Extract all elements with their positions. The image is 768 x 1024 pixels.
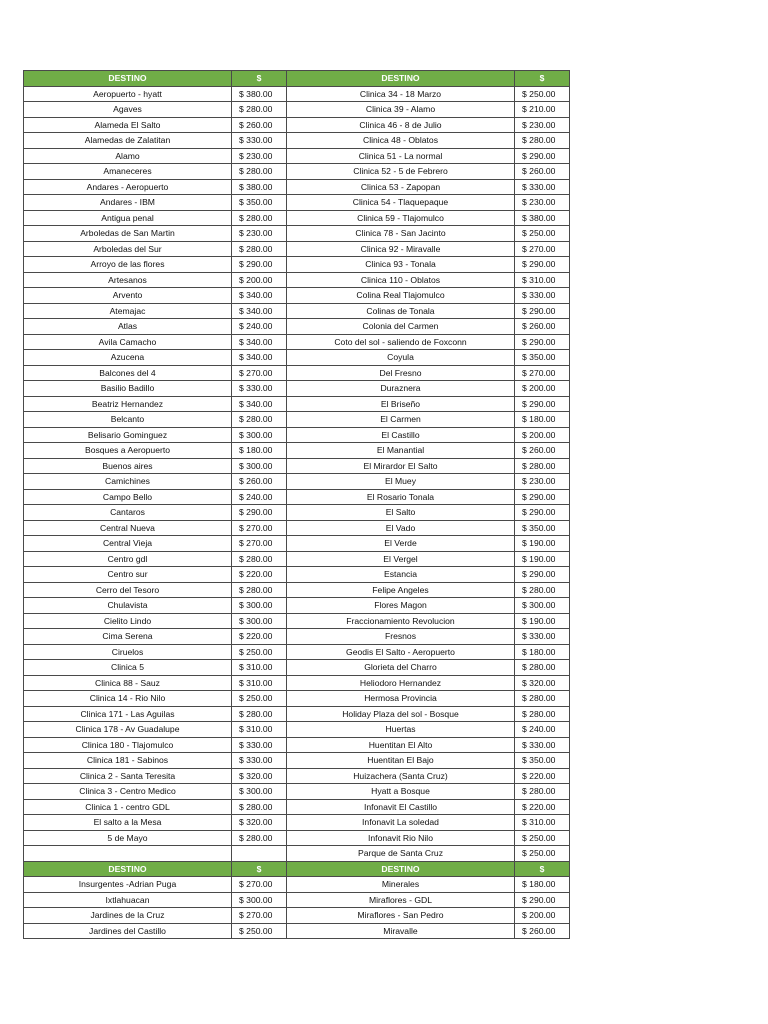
table-row (24, 784, 570, 800)
table-row (24, 536, 570, 552)
price-cell: $ 320.00 (232, 815, 287, 831)
table-row (24, 179, 570, 195)
destination-cell: El Carmen (287, 412, 515, 428)
destination-cell: Clinica 5 (24, 660, 232, 676)
price-cell: $ 300.00 (515, 598, 570, 614)
destination-cell: Atlas (24, 319, 232, 335)
destination-cell: Beatriz Hernandez (24, 396, 232, 412)
price-cell: $ 300.00 (232, 613, 287, 629)
table-row (24, 567, 570, 583)
price-cell: $ 260.00 (515, 443, 570, 459)
table-row (24, 706, 570, 722)
header-destino: DESTINO (287, 861, 515, 877)
price-cell: $ 280.00 (515, 784, 570, 800)
table-row (24, 815, 570, 831)
destination-cell: Miraflores - San Pedro (287, 908, 515, 924)
price-cell: $ 220.00 (232, 567, 287, 583)
price-cell: $ 180.00 (232, 443, 287, 459)
table-row (24, 877, 570, 893)
destination-cell: Agaves (24, 102, 232, 118)
price-cell: $ 290.00 (515, 396, 570, 412)
price-cell: $ 350.00 (515, 520, 570, 536)
destination-cell: El Manantial (287, 443, 515, 459)
price-cell: $ 380.00 (232, 86, 287, 102)
price-cell: $ 290.00 (515, 148, 570, 164)
price-cell: $ 340.00 (232, 396, 287, 412)
price-cell: $ 340.00 (232, 334, 287, 350)
price-cell: $ 270.00 (232, 365, 287, 381)
price-cell: $ 290.00 (515, 257, 570, 273)
price-cell: $ 280.00 (232, 582, 287, 598)
price-cell: $ 240.00 (232, 489, 287, 505)
price-cell: $ 220.00 (232, 629, 287, 645)
destination-cell: Artesanos (24, 272, 232, 288)
price-cell: $ 260.00 (515, 319, 570, 335)
destination-cell: Central Nueva (24, 520, 232, 536)
destination-cell: Del Fresno (287, 365, 515, 381)
table-row (24, 551, 570, 567)
table-row (24, 257, 570, 273)
destination-cell: El Vado (287, 520, 515, 536)
header-price: $ (515, 861, 570, 877)
destination-cell: Clinica 14 - Rio Nilo (24, 691, 232, 707)
table-row (24, 846, 570, 862)
price-cell: $ 290.00 (515, 334, 570, 350)
destination-cell: Hermosa Provincia (287, 691, 515, 707)
destination-cell: El Briseño (287, 396, 515, 412)
destination-cell: Antigua penal (24, 210, 232, 226)
header-destino: DESTINO (24, 861, 232, 877)
destination-cell: Clinica 180 - Tlajomulco (24, 737, 232, 753)
table-row (24, 505, 570, 521)
table-row (24, 520, 570, 536)
destination-cell: El Salto (287, 505, 515, 521)
price-cell: $ 290.00 (232, 257, 287, 273)
destination-cell: El Vergel (287, 551, 515, 567)
table-row (24, 133, 570, 149)
destination-cell: Bosques a Aeropuerto (24, 443, 232, 459)
destination-cell: Clinica 46 - 8 de Julio (287, 117, 515, 133)
price-cell: $ 190.00 (515, 613, 570, 629)
table-row (24, 691, 570, 707)
destination-cell: Parque de Santa Cruz (287, 846, 515, 862)
destination-cell: Glorieta del Charro (287, 660, 515, 676)
destination-cell: Clinica 171 - Las Aguilas (24, 706, 232, 722)
price-cell: $ 200.00 (515, 908, 570, 924)
destination-cell: Geodis El Salto - Aeropuerto (287, 644, 515, 660)
table-row (24, 458, 570, 474)
table-row (24, 675, 570, 691)
destination-cell: Huentitan El Alto (287, 737, 515, 753)
destination-cell: Huertas (287, 722, 515, 738)
table-row (24, 753, 570, 769)
destination-cell: Andares - IBM (24, 195, 232, 211)
destination-cell: Hyatt a Bosque (287, 784, 515, 800)
price-cell: $ 300.00 (232, 427, 287, 443)
destination-cell: Clinica 48 - Oblatos (287, 133, 515, 149)
price-cell: $ 310.00 (232, 660, 287, 676)
price-cell: $ 190.00 (515, 536, 570, 552)
destination-cell: Clinica 34 - 18 Marzo (287, 86, 515, 102)
destination-cell: Huizachera (Santa Cruz) (287, 768, 515, 784)
price-cell: $ 330.00 (232, 737, 287, 753)
destination-cell: El Castillo (287, 427, 515, 443)
destination-cell: Miravalle (287, 923, 515, 939)
price-cell: $ 290.00 (515, 489, 570, 505)
price-cell: $ 280.00 (232, 799, 287, 815)
price-cell: $ 330.00 (515, 179, 570, 195)
destination-cell: Insurgentes -Adrian Puga (24, 877, 232, 893)
price-cell: $ 180.00 (515, 644, 570, 660)
destination-cell: El Verde (287, 536, 515, 552)
price-cell: $ 300.00 (232, 458, 287, 474)
destination-cell: Jardines de la Cruz (24, 908, 232, 924)
table-row (24, 210, 570, 226)
table-row (24, 148, 570, 164)
price-cell: $ 270.00 (232, 908, 287, 924)
destination-cell: Cielito Lindo (24, 613, 232, 629)
price-cell: $ 310.00 (515, 272, 570, 288)
table-row (24, 288, 570, 304)
table-row (24, 582, 570, 598)
price-cell: $ 280.00 (232, 830, 287, 846)
destination-cell: Centro sur (24, 567, 232, 583)
destination-cell: Buenos aires (24, 458, 232, 474)
destination-cell: Atemajac (24, 303, 232, 319)
price-cell: $ 230.00 (232, 148, 287, 164)
price-cell: $ 230.00 (515, 474, 570, 490)
price-cell: $ 280.00 (232, 412, 287, 428)
table-row (24, 629, 570, 645)
price-cell: $ 300.00 (232, 598, 287, 614)
destination-cell: Chulavista (24, 598, 232, 614)
price-cell: $ 290.00 (515, 303, 570, 319)
price-cell: $ 190.00 (515, 551, 570, 567)
price-cell: $ 330.00 (232, 381, 287, 397)
destination-cell: Minerales (287, 877, 515, 893)
price-cell: $ 270.00 (515, 241, 570, 257)
price-cell: $ 200.00 (515, 427, 570, 443)
destination-cell: Alamedas de Zalatitan (24, 133, 232, 149)
price-cell: $ 270.00 (232, 520, 287, 536)
destination-cell: Centro gdl (24, 551, 232, 567)
destination-cell: Central Vieja (24, 536, 232, 552)
destination-cell: Jardines del Castillo (24, 923, 232, 939)
destination-cell: Fraccionamiento Revolucion (287, 613, 515, 629)
price-cell: $ 290.00 (515, 892, 570, 908)
header-price: $ (232, 71, 287, 87)
price-cell: $ 280.00 (515, 691, 570, 707)
destination-cell: Huentitan El Bajo (287, 753, 515, 769)
destination-cell: Alamo (24, 148, 232, 164)
destination-cell: Flores Magon (287, 598, 515, 614)
table-row (24, 489, 570, 505)
price-cell: $ 260.00 (515, 923, 570, 939)
destination-cell: Aeropuerto - hyatt (24, 86, 232, 102)
destination-cell: Coyula (287, 350, 515, 366)
destination-cell: Arvento (24, 288, 232, 304)
price-cell: $ 330.00 (232, 753, 287, 769)
table-row (24, 86, 570, 102)
destination-cell: Ciruelos (24, 644, 232, 660)
price-cell: $ 320.00 (515, 675, 570, 691)
price-cell: $ 320.00 (232, 768, 287, 784)
price-cell: $ 340.00 (232, 288, 287, 304)
table-row (24, 830, 570, 846)
table-row (24, 164, 570, 180)
table-row (24, 350, 570, 366)
header-price: $ (232, 861, 287, 877)
destination-cell: Clinica 54 - Tlaquepaque (287, 195, 515, 211)
destination-cell: Camichines (24, 474, 232, 490)
price-cell: $ 310.00 (515, 815, 570, 831)
table-row (24, 427, 570, 443)
price-cell: $ 260.00 (232, 117, 287, 133)
price-cell: $ 200.00 (232, 272, 287, 288)
destination-cell: Clinica 51 - La normal (287, 148, 515, 164)
destination-cell: Heliodoro Hernandez (287, 675, 515, 691)
destination-cell: Estancia (287, 567, 515, 583)
table-row (24, 598, 570, 614)
destination-cell: Felipe Angeles (287, 582, 515, 598)
table-row (24, 319, 570, 335)
destination-cell: Clinica 92 - Miravalle (287, 241, 515, 257)
price-cell: $ 280.00 (232, 706, 287, 722)
price-cell: $ 220.00 (515, 799, 570, 815)
price-cell: $ 350.00 (515, 350, 570, 366)
table-row (24, 923, 570, 939)
destination-cell: Colonia del Carmen (287, 319, 515, 335)
table-row (24, 799, 570, 815)
table-row (24, 226, 570, 242)
price-cell: $ 330.00 (232, 133, 287, 149)
price-cell: $ 210.00 (515, 102, 570, 118)
price-cell: $ 240.00 (515, 722, 570, 738)
destination-cell: Infonavit El Castillo (287, 799, 515, 815)
destination-cell (24, 846, 232, 862)
price-cell: $ 230.00 (515, 195, 570, 211)
table-row (24, 396, 570, 412)
table-row (24, 365, 570, 381)
price-cell: $ 310.00 (232, 722, 287, 738)
header-row (24, 71, 570, 87)
destination-cell: Clinica 2 - Santa Teresita (24, 768, 232, 784)
destination-cell: Amaneceres (24, 164, 232, 180)
destination-cell: Alameda El Salto (24, 117, 232, 133)
table-row (24, 768, 570, 784)
table-row (24, 195, 570, 211)
destination-cell: Coto del sol - saliendo de Foxconn (287, 334, 515, 350)
table-row (24, 908, 570, 924)
price-cell: $ 280.00 (232, 102, 287, 118)
destination-cell: Clinica 53 - Zapopan (287, 179, 515, 195)
price-table-body (24, 71, 570, 939)
header-price: $ (515, 71, 570, 87)
destination-cell: Holiday Plaza del sol - Bosque (287, 706, 515, 722)
destination-cell: Clinica 110 - Oblatos (287, 272, 515, 288)
price-cell: $ 230.00 (232, 226, 287, 242)
price-cell: $ 280.00 (515, 133, 570, 149)
price-cell: $ 180.00 (515, 877, 570, 893)
table-row (24, 241, 570, 257)
price-cell: $ 280.00 (232, 241, 287, 257)
destination-cell: Colina Real Tlajomulco (287, 288, 515, 304)
header-destino: DESTINO (24, 71, 232, 87)
price-cell: $ 380.00 (515, 210, 570, 226)
table-row (24, 660, 570, 676)
price-cell: $ 280.00 (515, 660, 570, 676)
destination-cell: Clinica 88 - Sauz (24, 675, 232, 691)
price-cell: $ 290.00 (515, 505, 570, 521)
destination-cell: Clinica 178 - Av Guadalupe (24, 722, 232, 738)
table-row (24, 644, 570, 660)
table-row (24, 117, 570, 133)
destination-cell: Arboledas del Sur (24, 241, 232, 257)
price-cell: $ 340.00 (232, 303, 287, 319)
destination-cell: 5 de Mayo (24, 830, 232, 846)
destination-cell: Campo Bello (24, 489, 232, 505)
price-cell: $ 330.00 (515, 629, 570, 645)
destination-cell: El Muey (287, 474, 515, 490)
table-row (24, 303, 570, 319)
price-cell: $ 280.00 (515, 582, 570, 598)
destination-cell: Clinica 78 - San Jacinto (287, 226, 515, 242)
table-row (24, 443, 570, 459)
price-cell: $ 300.00 (232, 784, 287, 800)
price-cell: $ 230.00 (515, 117, 570, 133)
price-cell: $ 300.00 (232, 892, 287, 908)
price-cell: $ 340.00 (232, 350, 287, 366)
table-row (24, 102, 570, 118)
price-cell: $ 240.00 (232, 319, 287, 335)
price-cell: $ 250.00 (515, 846, 570, 862)
price-cell: $ 330.00 (515, 288, 570, 304)
destination-cell: El Mirardor El Salto (287, 458, 515, 474)
price-cell: $ 280.00 (232, 551, 287, 567)
price-cell: $ 310.00 (232, 675, 287, 691)
price-cell: $ 350.00 (515, 753, 570, 769)
price-cell: $ 250.00 (232, 691, 287, 707)
price-cell: $ 330.00 (515, 737, 570, 753)
price-cell (232, 846, 287, 862)
price-cell: $ 280.00 (232, 210, 287, 226)
destination-cell: Cantaros (24, 505, 232, 521)
destination-cell: El Rosario Tonala (287, 489, 515, 505)
table-row (24, 412, 570, 428)
destination-cell: Cerro del Tesoro (24, 582, 232, 598)
price-cell: $ 260.00 (515, 164, 570, 180)
header-row (24, 861, 570, 877)
destination-cell: Clinica 59 - Tlajomulco (287, 210, 515, 226)
table-row (24, 892, 570, 908)
table-row (24, 334, 570, 350)
destination-cell: Belisario Gominguez (24, 427, 232, 443)
destination-cell: Duraznera (287, 381, 515, 397)
destination-cell: Clinica 39 - Alamo (287, 102, 515, 118)
destination-cell: El salto a la Mesa (24, 815, 232, 831)
price-cell: $ 380.00 (232, 179, 287, 195)
price-cell: $ 270.00 (515, 365, 570, 381)
price-cell: $ 280.00 (515, 458, 570, 474)
table-row (24, 737, 570, 753)
price-cell: $ 250.00 (515, 226, 570, 242)
price-cell: $ 250.00 (232, 923, 287, 939)
destination-cell: Clinica 181 - Sabinos (24, 753, 232, 769)
price-cell: $ 200.00 (515, 381, 570, 397)
table-row (24, 272, 570, 288)
destination-cell: Andares - Aeropuerto (24, 179, 232, 195)
price-cell: $ 290.00 (232, 505, 287, 521)
price-cell: $ 280.00 (515, 706, 570, 722)
header-destino: DESTINO (287, 71, 515, 87)
table-row (24, 474, 570, 490)
destination-cell: Cima Serena (24, 629, 232, 645)
price-cell: $ 260.00 (232, 474, 287, 490)
price-cell: $ 220.00 (515, 768, 570, 784)
table-row (24, 381, 570, 397)
destination-cell: Fresnos (287, 629, 515, 645)
table-row (24, 613, 570, 629)
destination-cell: Ixtlahuacan (24, 892, 232, 908)
destination-cell: Miraflores - GDL (287, 892, 515, 908)
destination-cell: Arroyo de las flores (24, 257, 232, 273)
destination-cell: Azucena (24, 350, 232, 366)
price-cell: $ 270.00 (232, 877, 287, 893)
destination-cell: Avila Camacho (24, 334, 232, 350)
price-cell: $ 290.00 (515, 567, 570, 583)
price-table (23, 70, 570, 939)
destination-cell: Arboledas de San Martin (24, 226, 232, 242)
destination-cell: Colinas de Tonala (287, 303, 515, 319)
table-row (24, 722, 570, 738)
price-cell: $ 280.00 (232, 164, 287, 180)
price-cell: $ 250.00 (232, 644, 287, 660)
destination-cell: Infonavit La soledad (287, 815, 515, 831)
price-cell: $ 350.00 (232, 195, 287, 211)
destination-cell: Clinica 52 - 5 de Febrero (287, 164, 515, 180)
destination-cell: Clinica 93 - Tonala (287, 257, 515, 273)
destination-cell: Clinica 1 - centro GDL (24, 799, 232, 815)
destination-cell: Belcanto (24, 412, 232, 428)
price-cell: $ 270.00 (232, 536, 287, 552)
price-cell: $ 250.00 (515, 830, 570, 846)
destination-cell: Balcones del 4 (24, 365, 232, 381)
price-cell: $ 250.00 (515, 86, 570, 102)
destination-cell: Clinica 3 - Centro Medico (24, 784, 232, 800)
destination-cell: Basilio Badillo (24, 381, 232, 397)
destination-cell: Infonavit Rio Nilo (287, 830, 515, 846)
price-cell: $ 180.00 (515, 412, 570, 428)
